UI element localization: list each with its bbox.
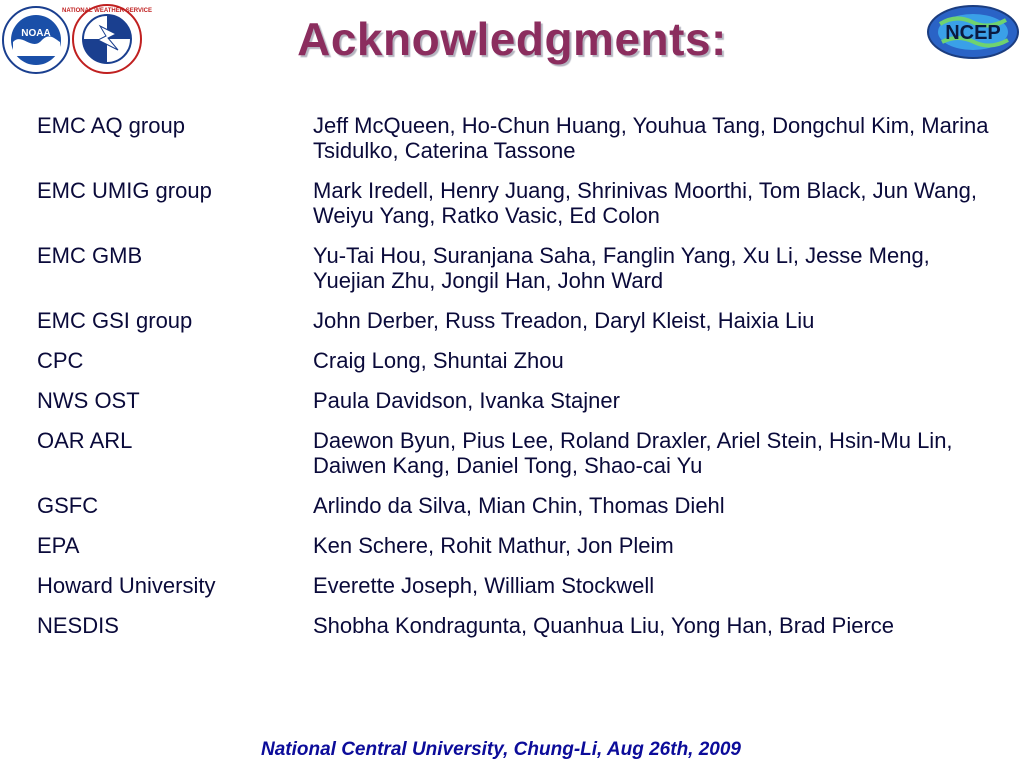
contributors-text: Jeff McQueen, Ho-Chun Huang, Youhua Tang, Dongchul Kim, Marina Tsidulko, Caterina Tassone bbox=[313, 113, 989, 163]
contributors-text: Craig Long, Shuntai Zhou bbox=[313, 348, 564, 373]
org-label: EMC UMIG group bbox=[37, 178, 212, 203]
acknowledgments-table bbox=[37, 113, 997, 653]
org-label: EMC GMB bbox=[37, 243, 143, 268]
contributors-text: John Derber, Russ Treadon, Daryl Kleist, Haixia Liu bbox=[313, 308, 815, 333]
contributors-text: Ken Schere, Rohit Mathur, Jon Pleim bbox=[313, 533, 674, 558]
contributors-text: Paula Davidson, Ivanka Stajner bbox=[313, 388, 620, 413]
table-row bbox=[37, 178, 997, 228]
table-row bbox=[37, 113, 997, 163]
org-label: NWS OST bbox=[37, 388, 140, 413]
org-label: NESDIS bbox=[37, 613, 119, 638]
org-label: CPC bbox=[37, 348, 84, 373]
svg-text:NOAA: NOAA bbox=[21, 28, 51, 39]
org-label: EPA bbox=[37, 533, 80, 558]
table-row bbox=[37, 308, 997, 333]
table-row bbox=[37, 428, 997, 478]
table-row bbox=[37, 388, 997, 413]
contributors-text: Everette Joseph, William Stockwell bbox=[313, 573, 655, 598]
contributors-text: Mark Iredell, Henry Juang, Shrinivas Moorthi, Tom Black, Jun Wang, Weiyu Yang, Ratko Vasic, Ed Colon bbox=[313, 178, 977, 228]
table-row bbox=[37, 243, 997, 293]
nws-logo-text: NATIONAL WEATHER SERVICE bbox=[62, 8, 152, 14]
contributors-text: Daewon Byun, Pius Lee, Roland Draxler, Ariel Stein, Hsin-Mu Lin, Daiwen Kang, Daniel Tong, Shao-cai Yu bbox=[313, 428, 953, 478]
table-row bbox=[37, 493, 997, 518]
table-row bbox=[37, 348, 997, 373]
org-label: GSFC bbox=[37, 493, 99, 518]
table-row bbox=[37, 573, 997, 598]
org-label: Howard University bbox=[37, 573, 216, 598]
contributors-text: Yu-Tai Hou, Suranjana Saha, Fanglin Yang, Xu Li, Jesse Meng, Yuejian Zhu, Jongil Han, John Ward bbox=[313, 243, 930, 293]
contributors-text: Arlindo da Silva, Mian Chin, Thomas Diehl bbox=[313, 493, 725, 518]
org-label: OAR ARL bbox=[37, 428, 133, 453]
org-label: EMC GSI group bbox=[37, 308, 193, 333]
page-title: Acknowledgments: bbox=[297, 13, 727, 65]
ncep-logo-text: NCEP bbox=[945, 22, 1001, 44]
table-row bbox=[37, 613, 997, 638]
table-row bbox=[37, 533, 997, 558]
footer-text: National Central University, Chung-Li, Aug 26th, 2009 bbox=[260, 739, 741, 760]
org-label: EMC AQ group bbox=[37, 113, 185, 138]
contributors-text: Shobha Kondragunta, Quanhua Liu, Yong Han, Brad Pierce bbox=[313, 613, 895, 638]
